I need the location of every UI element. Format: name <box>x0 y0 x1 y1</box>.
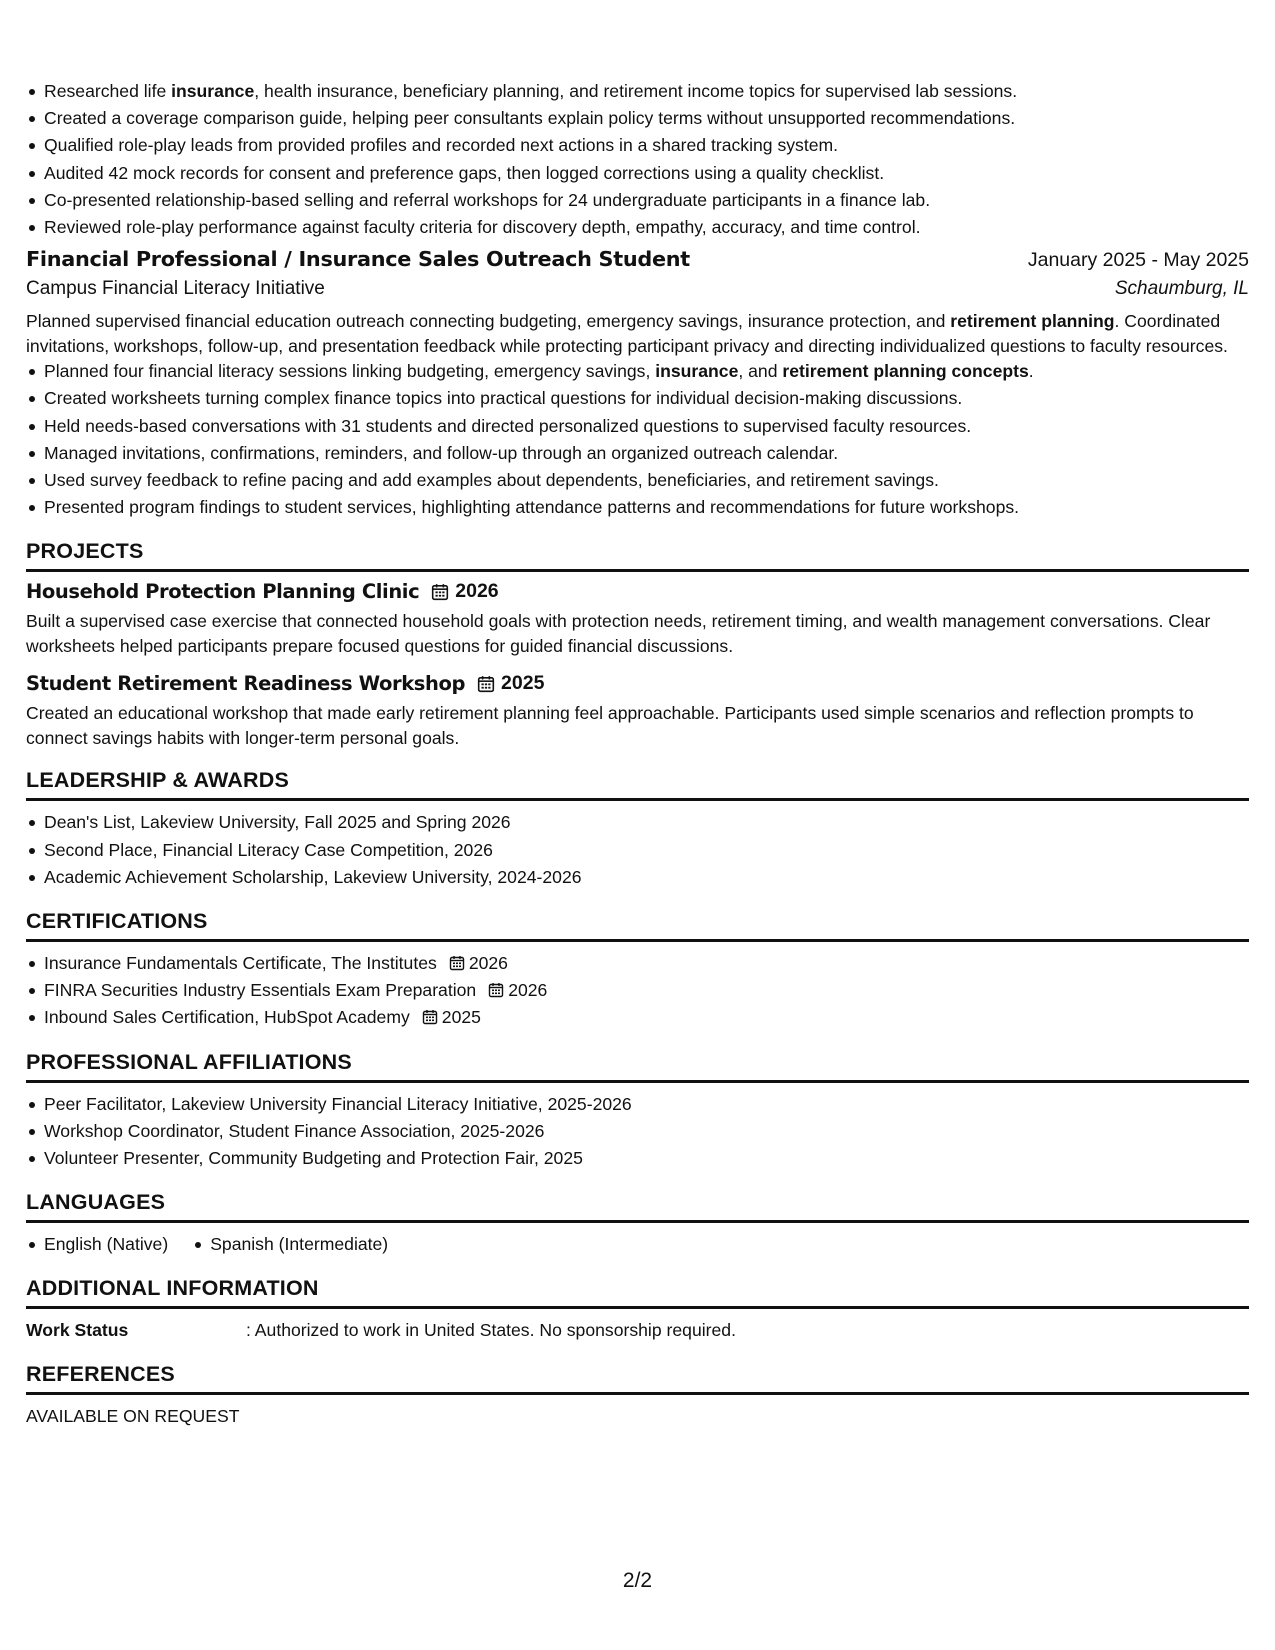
list-item: Held needs-based conversations with 31 students and directed personalized questions to supervised faculty resources. <box>26 413 1249 440</box>
job-title: Financial Professional / Insurance Sales Outreach Student <box>26 247 690 272</box>
list-item <box>26 950 1249 977</box>
project-year: 2026 <box>455 580 499 603</box>
resume-page <box>26 78 1249 1430</box>
project-entry <box>26 580 1249 658</box>
list-item <box>26 1004 1249 1031</box>
list-item: Qualified role-play leads from provided profiles and recorded next actions in a shared tracking system. <box>26 132 1249 159</box>
cert-name: FINRA Securities Industry Essentials Exam Preparation <box>44 980 477 1001</box>
section-title-languages: LANGUAGES <box>26 1190 1249 1223</box>
list-item: Created a coverage comparison guide, helping peer consultants explain policy terms without unsupported recommendations. <box>26 105 1249 132</box>
calendar-icon <box>449 955 465 971</box>
list-item: English (Native) <box>26 1231 168 1258</box>
certifications-list <box>26 950 1249 1032</box>
project-name: Student Retirement Readiness Workshop <box>26 672 466 696</box>
section-title-leadership: LEADERSHIP & AWARDS <box>26 768 1249 801</box>
calendar-icon <box>422 1009 438 1025</box>
work-status-value: : Authorized to work in United States. No sponsorship required. <box>246 1320 736 1341</box>
job-entry <box>26 247 1249 521</box>
affiliations-list <box>26 1091 1249 1173</box>
section-title-projects: PROJECTS <box>26 539 1249 572</box>
cert-year: 2026 <box>468 953 508 974</box>
list-item: Co-presented relationship-based selling and referral workshops for 24 undergraduate participants in a finance lab. <box>26 187 1249 214</box>
list-item: Researched life insurance, health insurance, beneficiary planning, and retirement income topics for supervised lab sessions. <box>26 78 1249 105</box>
list-item: Workshop Coordinator, Student Finance Association, 2025-2026 <box>26 1118 1249 1145</box>
list-item <box>26 977 1249 1004</box>
list-item: Used survey feedback to refine pacing and add examples about dependents, beneficiaries, and retirement savings. <box>26 467 1249 494</box>
job-organization: Campus Financial Literacy Initiative <box>26 278 325 300</box>
list-item: Volunteer Presenter, Community Budgeting and Protection Fair, 2025 <box>26 1145 1249 1172</box>
calendar-icon <box>431 583 449 601</box>
leadership-list <box>26 809 1249 891</box>
list-item: Peer Facilitator, Lakeview University Financial Literacy Initiative, 2025-2026 <box>26 1091 1249 1118</box>
cert-name: Insurance Fundamentals Certificate, The Institutes <box>44 953 437 974</box>
cert-year: 2026 <box>508 980 548 1001</box>
list-item: Presented program findings to student services, highlighting attendance patterns and recommendations for future workshops. <box>26 494 1249 521</box>
work-status-row <box>26 1317 1249 1344</box>
job-location: Schaumburg, IL <box>1114 278 1249 300</box>
list-item: Academic Achievement Scholarship, Lakeview University, 2024-2026 <box>26 864 1249 891</box>
job-bullets <box>26 358 1249 521</box>
list-item: Created worksheets turning complex finance topics into practical questions for individual decision-making discussions. <box>26 385 1249 412</box>
projects-section <box>26 580 1249 750</box>
cert-year: 2025 <box>441 1007 481 1028</box>
list-item: Spanish (Intermediate) <box>192 1231 388 1258</box>
project-description: Built a supervised case exercise that connected household goals with protection needs, retirement timing, and wealth management conversations. Clear worksheets helped participants prepare focused questions for guided financial discussions. <box>26 611 1211 656</box>
project-entry <box>26 672 1249 750</box>
calendar-icon <box>488 982 504 998</box>
page-number: 2/2 <box>622 1569 653 1592</box>
calendar-icon <box>477 675 495 693</box>
project-description: Created an educational workshop that made early retirement planning feel approachable. Participants used simple scenarios and reflection prompts to connect savings habits with longer-term personal goals. <box>26 703 1194 748</box>
section-title-additional: ADDITIONAL INFORMATION <box>26 1276 1249 1309</box>
languages-list <box>26 1231 1249 1258</box>
job-dates: January 2025 - May 2025 <box>1027 249 1249 272</box>
list-item: Dean's List, Lakeview University, Fall 2025 and Spring 2026 <box>26 809 1249 836</box>
list-item: Second Place, Financial Literacy Case Competition, 2026 <box>26 837 1249 864</box>
experience-bullets-top <box>26 78 1249 241</box>
list-item: Reviewed role-play performance against faculty criteria for discovery depth, empathy, accuracy, and time control. <box>26 214 1249 241</box>
job-description: Planned supervised financial education outreach connecting budgeting, emergency savings, insurance protection, and retirement planning. Coordinated invitations, workshops, follow-up, and presentation feedback while protecting participant privacy and directing individualized questions to faculty resources. <box>26 311 1228 356</box>
work-status-label: Work Status <box>26 1320 129 1341</box>
list-item: Planned four financial literacy sessions linking budgeting, emergency savings, insurance, and retirement planning concepts. <box>26 358 1249 385</box>
list-item: Managed invitations, confirmations, reminders, and follow-up through an organized outreach calendar. <box>26 440 1249 467</box>
section-title-certifications: CERTIFICATIONS <box>26 909 1249 942</box>
references-text: AVAILABLE ON REQUEST <box>26 1406 240 1427</box>
section-title-affiliations: PROFESSIONAL AFFILIATIONS <box>26 1050 1249 1083</box>
list-item: Audited 42 mock records for consent and preference gaps, then logged corrections using a quality checklist. <box>26 160 1249 187</box>
project-name: Household Protection Planning Clinic <box>26 580 420 604</box>
section-title-references: REFERENCES <box>26 1362 1249 1395</box>
project-year: 2025 <box>501 672 545 695</box>
cert-name: Inbound Sales Certification, HubSpot Academy <box>44 1007 410 1028</box>
